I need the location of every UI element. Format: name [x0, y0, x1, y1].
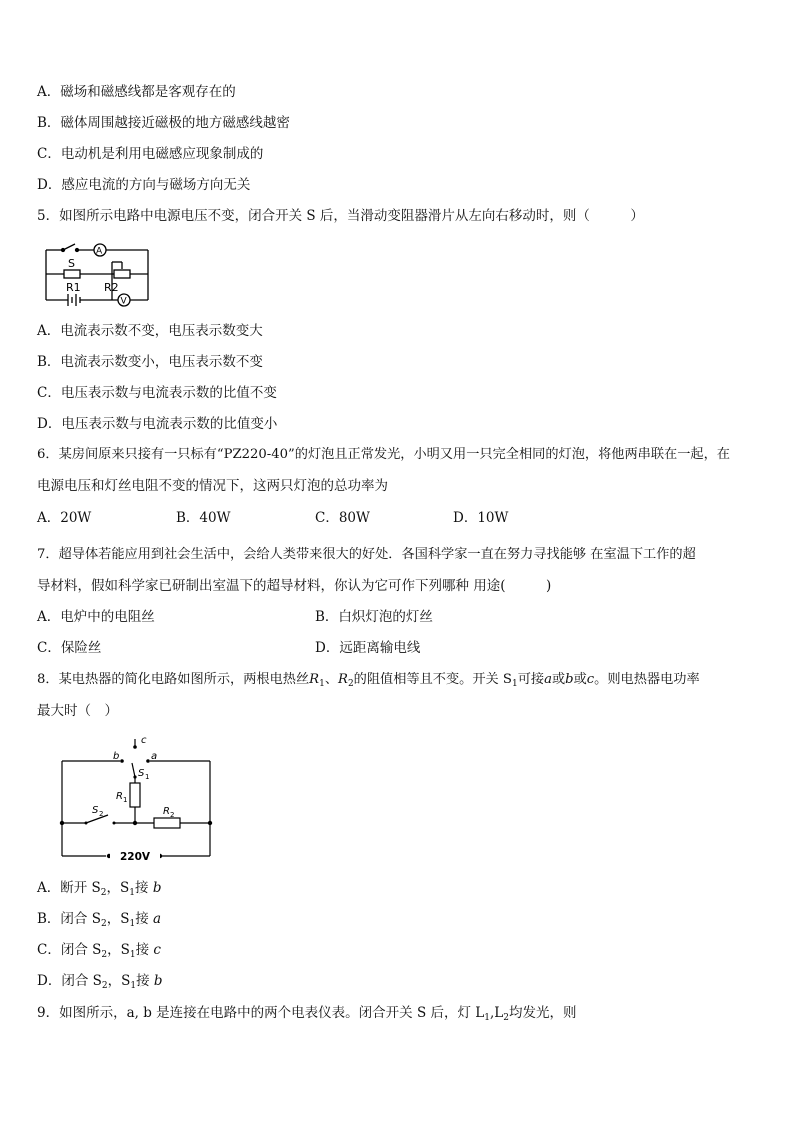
q6-option-c: C．80W [315, 510, 370, 526]
q5-circuit-diagram [40, 238, 155, 308]
ammeter-label: A [96, 246, 103, 257]
terminal-c-label: c [141, 735, 147, 746]
q6-option-b: B．40W [176, 510, 231, 526]
q7-stem-line2: 导材料，假如科学家已研制出室温下的超导材料，你认为它可作下列哪种 用途( ) [37, 578, 552, 594]
q6-option-a: A．20W [37, 510, 92, 526]
q6-stem-line1: 6．某房间原来只接有一只标有“PZ220-40”的灯泡且正常发光，小明又用一只完全相同的灯泡，将他两串联在一起，在 [37, 447, 730, 462]
q5-option-b: B．电流表示数变小，电压表示数不变 [37, 354, 263, 370]
q5-stem: 5．如图所示电路中电源电压不变，闭合开关 S 后，当滑动变阻器滑片从左向右移动时，则（ ） [37, 208, 644, 224]
q8-option-a: A．断开 $S_2$，$S_1$接 b [37, 880, 162, 898]
q8-stem-line2: 最大时（ ） [37, 703, 118, 719]
r2-label-fig: R [163, 806, 170, 817]
q8-option-c: C．闭合 $S_2$，$S_1$接 c [37, 942, 161, 960]
r2-label: R2 [104, 281, 119, 294]
s1-sub: 1 [145, 773, 150, 781]
q8-option-d: D．闭合 $S_2$，$S_1$接 b [37, 973, 163, 991]
switch-label: S [68, 257, 75, 270]
q8-stem-line1: 8．某电热器的简化电路如图所示，两根电热丝$R_1$、$R_2$的阻值相等且不变。开关 $S_1$可接a或b或c。则电热器电功率 [37, 672, 700, 689]
q4-option-d: D．感应电流的方向与磁场方向无关 [37, 177, 251, 193]
terminal-a-label: a [151, 751, 158, 762]
r1-sub-fig: 1 [123, 796, 128, 804]
q6-option-d: D．10W [453, 510, 509, 526]
q7-option-d: D．远距离输电线 [315, 640, 421, 656]
q5-option-a: A．电流表示数不变，电压表示数变大 [37, 323, 263, 339]
s2-sub: 2 [99, 810, 104, 818]
q7-stem-line1: 7．超导体若能应用到社会生活中，会给人类带来很大的好处．各国科学家一直在努力寻找能够 在室温下工作的超 [37, 547, 696, 562]
q4-option-c: C．电动机是利用电磁感应现象制成的 [37, 146, 264, 162]
q8-option-b: B．闭合 $S_2$，$S_1$接 a [37, 911, 162, 929]
q7-option-b: B．白炽灯泡的灯丝 [315, 609, 433, 625]
r1-label-fig: R [116, 791, 123, 802]
s1-label: S [138, 768, 145, 779]
q4-option-b: B．磁体周围越接近磁极的地方磁感线越密 [37, 115, 290, 131]
voltmeter-label: V [120, 296, 127, 307]
q8-circuit-diagram [50, 733, 220, 863]
q6-stem-line2: 电源电压和灯丝电阻不变的情况下，这两只灯泡的总功率为 [37, 478, 388, 494]
voltage-label: 220V [120, 851, 151, 863]
q7-option-a: A．电炉中的电阻丝 [37, 609, 155, 625]
q5-option-c: C．电压表示数与电流表示数的比值不变 [37, 385, 277, 401]
q7-option-c: C．保险丝 [37, 640, 102, 656]
r1-label: R1 [66, 281, 81, 294]
s2-label: S [92, 805, 99, 816]
q5-option-d: D．电压表示数与电流表示数的比值变小 [37, 416, 278, 432]
terminal-b-label: b [113, 751, 120, 762]
q4-option-a: A．磁场和磁感线都是客观存在的 [37, 84, 236, 100]
q9-stem: 9．如图所示，a, b 是连接在电路中的两个电表仪表。闭合开关 S 后，灯 $L_1,L_2$均发光，则 [37, 1005, 577, 1023]
r2-sub-fig: 2 [170, 811, 175, 819]
